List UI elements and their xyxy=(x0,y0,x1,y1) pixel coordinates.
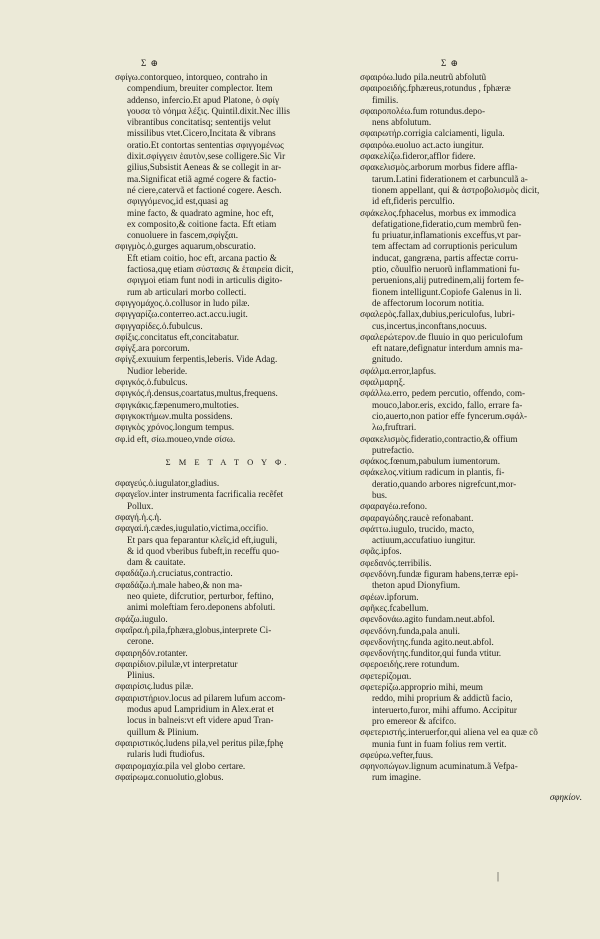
entry-line: ptio, cõuulfio neruorũ inflammationi fu- xyxy=(372,264,520,275)
entry-line: * ma.Significat etiã agmé cogere & factio- xyxy=(115,174,340,185)
entry-line: σφενδονήτης.funda agito.neut.abfol. xyxy=(360,636,494,647)
entry-line: Eft etiam coitio, hoc eft, arcana pactio & xyxy=(127,252,277,263)
entry-line: missilibus vtet.Cicero,Incitata & vibrans xyxy=(127,128,276,139)
entry-line: cus,incertus,inconftans,nocuus. xyxy=(372,320,487,331)
entry-line: bus. xyxy=(372,489,388,500)
entry-line: σφιγκὸς χρόνος.longum tempus. xyxy=(115,422,235,433)
left-entries-a xyxy=(115,72,340,445)
entry-line: σφαραγέω.refono. xyxy=(360,501,428,512)
entry-line: modus apud Lampridium in Alex.erat et xyxy=(127,704,274,715)
right-column xyxy=(360,72,582,803)
entry-line: σφιγκοκτήμων.multa possidens. xyxy=(115,410,233,421)
entry-line: * σφετεριστής.interuerfor,qui aliena vel ea quæ cõ xyxy=(360,727,582,738)
entry-line: addenso, infercio.Et apud Platone, ὁ σφίγ xyxy=(127,94,280,105)
entry-line: σφενδονήτης.funditor,qui funda vtitur. xyxy=(360,648,502,659)
entry-line: neo quiete, difcrutior, perturbor, feftino, xyxy=(127,591,274,602)
entry-line: σφιγκός.ἡ.densus,coartatus,multus,frequens. xyxy=(115,388,278,399)
entry-line: σφίγξ.ara porcorum. xyxy=(115,343,190,354)
entry-line: σφαιριστικός.ludens pila,vel peritus pilæ,fphę xyxy=(115,737,284,748)
entry-line: σφαιροειδής.fphæreus,rotundus , fphæræ xyxy=(360,83,511,94)
entry-line: theton apud Dionyfium. xyxy=(372,580,461,591)
entry-line: σφᾶς.ipfos. xyxy=(360,546,402,557)
entry-line: * σφ.id eft, σίω.moueo,vnde σίσω. xyxy=(115,434,340,445)
entry-line: σφιγγόμενος,id est,quasi ag xyxy=(127,196,229,207)
entry-line: * σφάλλω.erro, pedem percutio, offendo, com- xyxy=(360,388,582,399)
entry-line: gilius,Subsistit Aeneas & se collegit in ar- xyxy=(127,162,282,173)
entry-line: σφιγκός.ὁ.fubulcus. xyxy=(115,377,188,388)
left-column xyxy=(115,72,340,783)
entry-line: pro emereor & afcifco. xyxy=(372,715,457,726)
entry-line: eft natare,defignatur interdum amnis ma- xyxy=(372,343,523,354)
left-entries-b xyxy=(115,478,340,783)
entry-line: reddo, mihi proprium & addictũ facio, xyxy=(372,693,513,704)
entry-line: * compendium, breuiter complector. Item xyxy=(115,83,340,94)
entry-line: σφαιρόω.ludo pila.neutrũ abfolutũ xyxy=(360,72,487,82)
entry-line: σφίξις.concitatus eft,concitabatur. xyxy=(115,331,239,342)
entry-line: σφάκελος.vitium radicum in plantis, fi- xyxy=(360,467,505,478)
entry-line: conuoluere in fascem,σφίγξαι. xyxy=(127,230,238,241)
entry-line: σφακελισμὸς.fideratio,contractio,& offium xyxy=(360,433,518,444)
entry-line: σφετερίζομαι. xyxy=(360,670,412,681)
entry-line: né ciere,catervã et factioné cogere. Aesch. xyxy=(127,184,282,195)
section-title: Σ Μ Ε Τ Α Τ Ο Υ Φ. xyxy=(165,456,290,467)
entry-line: σφάττω.iugulo, trucido, macto, xyxy=(360,523,475,534)
entry-line: σφάκελος.fphacelus, morbus ex immodica xyxy=(360,207,516,218)
entry-line: interuerto,furor, mihi affumo. Accipitur xyxy=(372,704,517,715)
entry-line: σφιγκάκις.fæpenumero,multoties. xyxy=(115,399,239,410)
entry-line: σφιγγομάχος.ὁ.collusor in ludo pilæ. xyxy=(115,297,250,308)
entry-line: gnitudo. xyxy=(372,354,403,365)
entry-line: * Pollux. xyxy=(115,501,340,512)
entry-line: σφαλερώτερον.de fluuio in quo periculofum xyxy=(360,331,523,342)
entry-line: σφαίρωμα.conuolutio,globus. xyxy=(115,771,224,782)
entry-line: de affectorum locorum notitia. xyxy=(372,297,485,308)
entry-line: factiosa,quę etiam σύστασις & ἑταιρεία dicit, xyxy=(127,264,294,275)
entry-line: λω,fruftrari. xyxy=(372,422,417,433)
entry-line: nens abfolutum. xyxy=(372,117,432,128)
header-right: Σ ⊕ xyxy=(440,58,460,68)
entry-line: inducat, gangræna, partis affectæ corru- xyxy=(372,252,519,263)
entry-line: * σφενδόνη.fundæ figuram habens,terræ epi- xyxy=(360,569,582,580)
entry-line: tionem appellant, qui & ἀστροβολισμὸς dicit, xyxy=(372,184,540,195)
entry-line: tarum.Latini fiderationem et carbunculã a- xyxy=(372,173,528,184)
entry-line: rum imagine. xyxy=(372,772,421,783)
entry-line: σφαραγώδης.raucè refonabant. xyxy=(360,512,474,523)
entry-line: * Et pars qua feparantur κλεῖς,id eft,iuguli, xyxy=(115,535,340,546)
bottom-mark: | xyxy=(497,871,500,882)
entry-line: munia funt in fuam folius rem vertit. xyxy=(372,738,507,749)
entry-line: σφιγμοὶ etiam funt nodi in articulis digito- xyxy=(127,275,283,286)
entry-line: fimilis. xyxy=(372,94,399,105)
entry-line: σφαιρίσις.ludus pilæ. xyxy=(115,681,194,692)
entry-line: * σφαιρίδιον.pilulæ,vt interpretatur xyxy=(115,659,340,670)
entry-line: fionem intelligunt.Copiofe Galenus in li. xyxy=(372,286,522,297)
catchword: σφηκίον. xyxy=(549,791,582,802)
entry-line: * σφηνοπώγων.lignum acuminatum.ã Vefpa- xyxy=(360,761,582,772)
entry-line: σφαγεῖον.inter instrumenta facrificalia recẽfet xyxy=(115,489,284,500)
entry-line: putrefactio. xyxy=(372,444,415,455)
entry-line: σφάζω.iugulo. xyxy=(115,613,168,624)
entry-line: σφαιρωτήρ.corrigia calciamenti, ligula. xyxy=(360,128,505,139)
entry-line: * σφετερίζω.approprio mihi, meum xyxy=(360,682,582,693)
entry-line: σφαδάζω.ἡ.cruciatus,contractio. xyxy=(115,568,233,579)
entry-line: deratio,quando arbores nigrefcunt,mor- xyxy=(372,478,517,489)
entry-line: σφαγεύς.ὁ.iugulator,gladius. xyxy=(115,478,220,489)
entry-line: σφέων.ipforum. xyxy=(360,591,419,602)
entry-line: σφακελίζω.fideror,afflor fidere. xyxy=(360,151,476,162)
entry-line: peruenions,alij putredinem,alij fortem fe- xyxy=(372,275,524,286)
right-entries xyxy=(360,72,582,784)
entry-line: actiuum,accufatiuo iungitur. xyxy=(372,535,476,546)
entry-line: Nudior leberide. xyxy=(127,365,188,376)
entry-line: σφενδόνη.funda,pala anuli. xyxy=(360,625,460,636)
entry-line: σφαῖρα.ἡ.pila,fphæra,globus,interprete Ci- xyxy=(115,624,272,635)
entry-line: σφαγή.ἡ.ς.ἡ. xyxy=(115,511,162,522)
entry-line: rum ab articulari morbo collecti. xyxy=(127,286,247,297)
entry-line: σφαλερὸς.fallax,dubius,periculofus, lubri- xyxy=(360,309,515,320)
entry-line: σφαιροπολέω.fum rotundus.depo- xyxy=(360,105,486,116)
entry-line: σφαιρομαχία.pila vel globo certare. xyxy=(115,760,246,771)
entry-line: σφενδονάω.agito fundam.neut.abfol. xyxy=(360,614,495,625)
header-left: Σ ⊕ xyxy=(140,58,160,68)
entry-line: σφιγγαρίζω.conterreo.act.accu.iugit. xyxy=(115,309,248,320)
entry-line: σφίγξ.exuuium ferpentis,leberis. Vide Adag. xyxy=(115,354,278,365)
entry-line: σφαδάζω.ἡ.male habeo,& non ma- xyxy=(115,579,243,590)
entry-line: Plinius. xyxy=(127,670,155,681)
entry-line: σφίγω.contorqueo, intorqueo, contraho in xyxy=(115,72,268,82)
entry-line: cio,auerto,non patior effe fyncerum.σφάλ- xyxy=(372,410,528,421)
entry-line: * rularis ludi ftudiofus. xyxy=(115,749,340,760)
entry-line: * fu priuatur,inflamationis exceffus,vt par- xyxy=(360,230,582,241)
entry-line: σφαιρηδόν.rotanter. xyxy=(115,647,188,658)
entry-line: σφαιρόω.euoluo act.acto iungitur. xyxy=(360,139,484,150)
entry-line: mouco,labor.eris, excido, fallo, errare fa- xyxy=(372,399,523,410)
entry-line: σφεύρω.vefter,fuus. xyxy=(360,749,434,760)
entry-line: & id quod vberibus fubeft,in receffu quo- xyxy=(127,545,280,556)
entry-line: γουσα τὸ νόημα λέξις. Quintil.dixit.Nec illis xyxy=(127,105,290,116)
entry-line: * σφιγμὸς.ὁ,gurges aquarum,obscuratio. xyxy=(115,241,340,252)
entry-line: tem affectam ad corruptionis periculum xyxy=(372,241,518,252)
entry-line: cerone. xyxy=(127,636,154,647)
entry-line: locus in balneis:vt eft videre apud Tran- xyxy=(127,715,274,726)
entry-line: ex composito,& coitione facta. Eft etiam xyxy=(127,218,277,229)
entry-line: σφεροειδής.rere rotundum. xyxy=(360,659,460,670)
entry-line: * σφαιριστήριον.locus ad pilarem lufum accom- xyxy=(115,693,340,704)
entry-line: σφιγγαρίδες.ὁ.fubulcus. xyxy=(115,320,203,331)
entry-line: * σφακελισμὸς.arborum morbus fidere affla- xyxy=(360,162,582,173)
entry-line: σφάκος.fœnum,pabulum iumentorum. xyxy=(360,456,501,467)
entry-line: dam & cauitate. xyxy=(127,557,186,568)
entry-line: dixit.σφίγγειν ἑαυτὸν,sese colligere.Sic Vir xyxy=(127,151,286,162)
entry-line: vibrantibus concitatisq; sententijs velut xyxy=(127,117,271,128)
entry-line: id eft,fideris perculfio. xyxy=(372,196,455,207)
entry-line: mine facto, & quadrato agmine, hoc eft, xyxy=(127,207,274,218)
entry-line: oratio.Et contortas sententias σφιγγομένως xyxy=(127,139,284,150)
entry-line: defatigatione,fideratio,cum membrũ fen- xyxy=(372,218,522,229)
entry-line: σφαλμαρηξ. xyxy=(360,377,406,388)
page-header xyxy=(0,58,600,69)
entry-line: σφάλμα.error,lapfus. xyxy=(360,365,437,376)
entry-line: σφαγαί.ἡ.cædes,iugulatio,victima,occifio. xyxy=(115,523,269,534)
entry-line: σφεδανός.terribilis. xyxy=(360,557,432,568)
entry-line: quillum & Plinium. xyxy=(127,726,199,737)
entry-line: animi moleftiam fero.deponens abfoluti. xyxy=(127,602,276,613)
entry-line: σφῆκες.fcabellum. xyxy=(360,602,429,613)
